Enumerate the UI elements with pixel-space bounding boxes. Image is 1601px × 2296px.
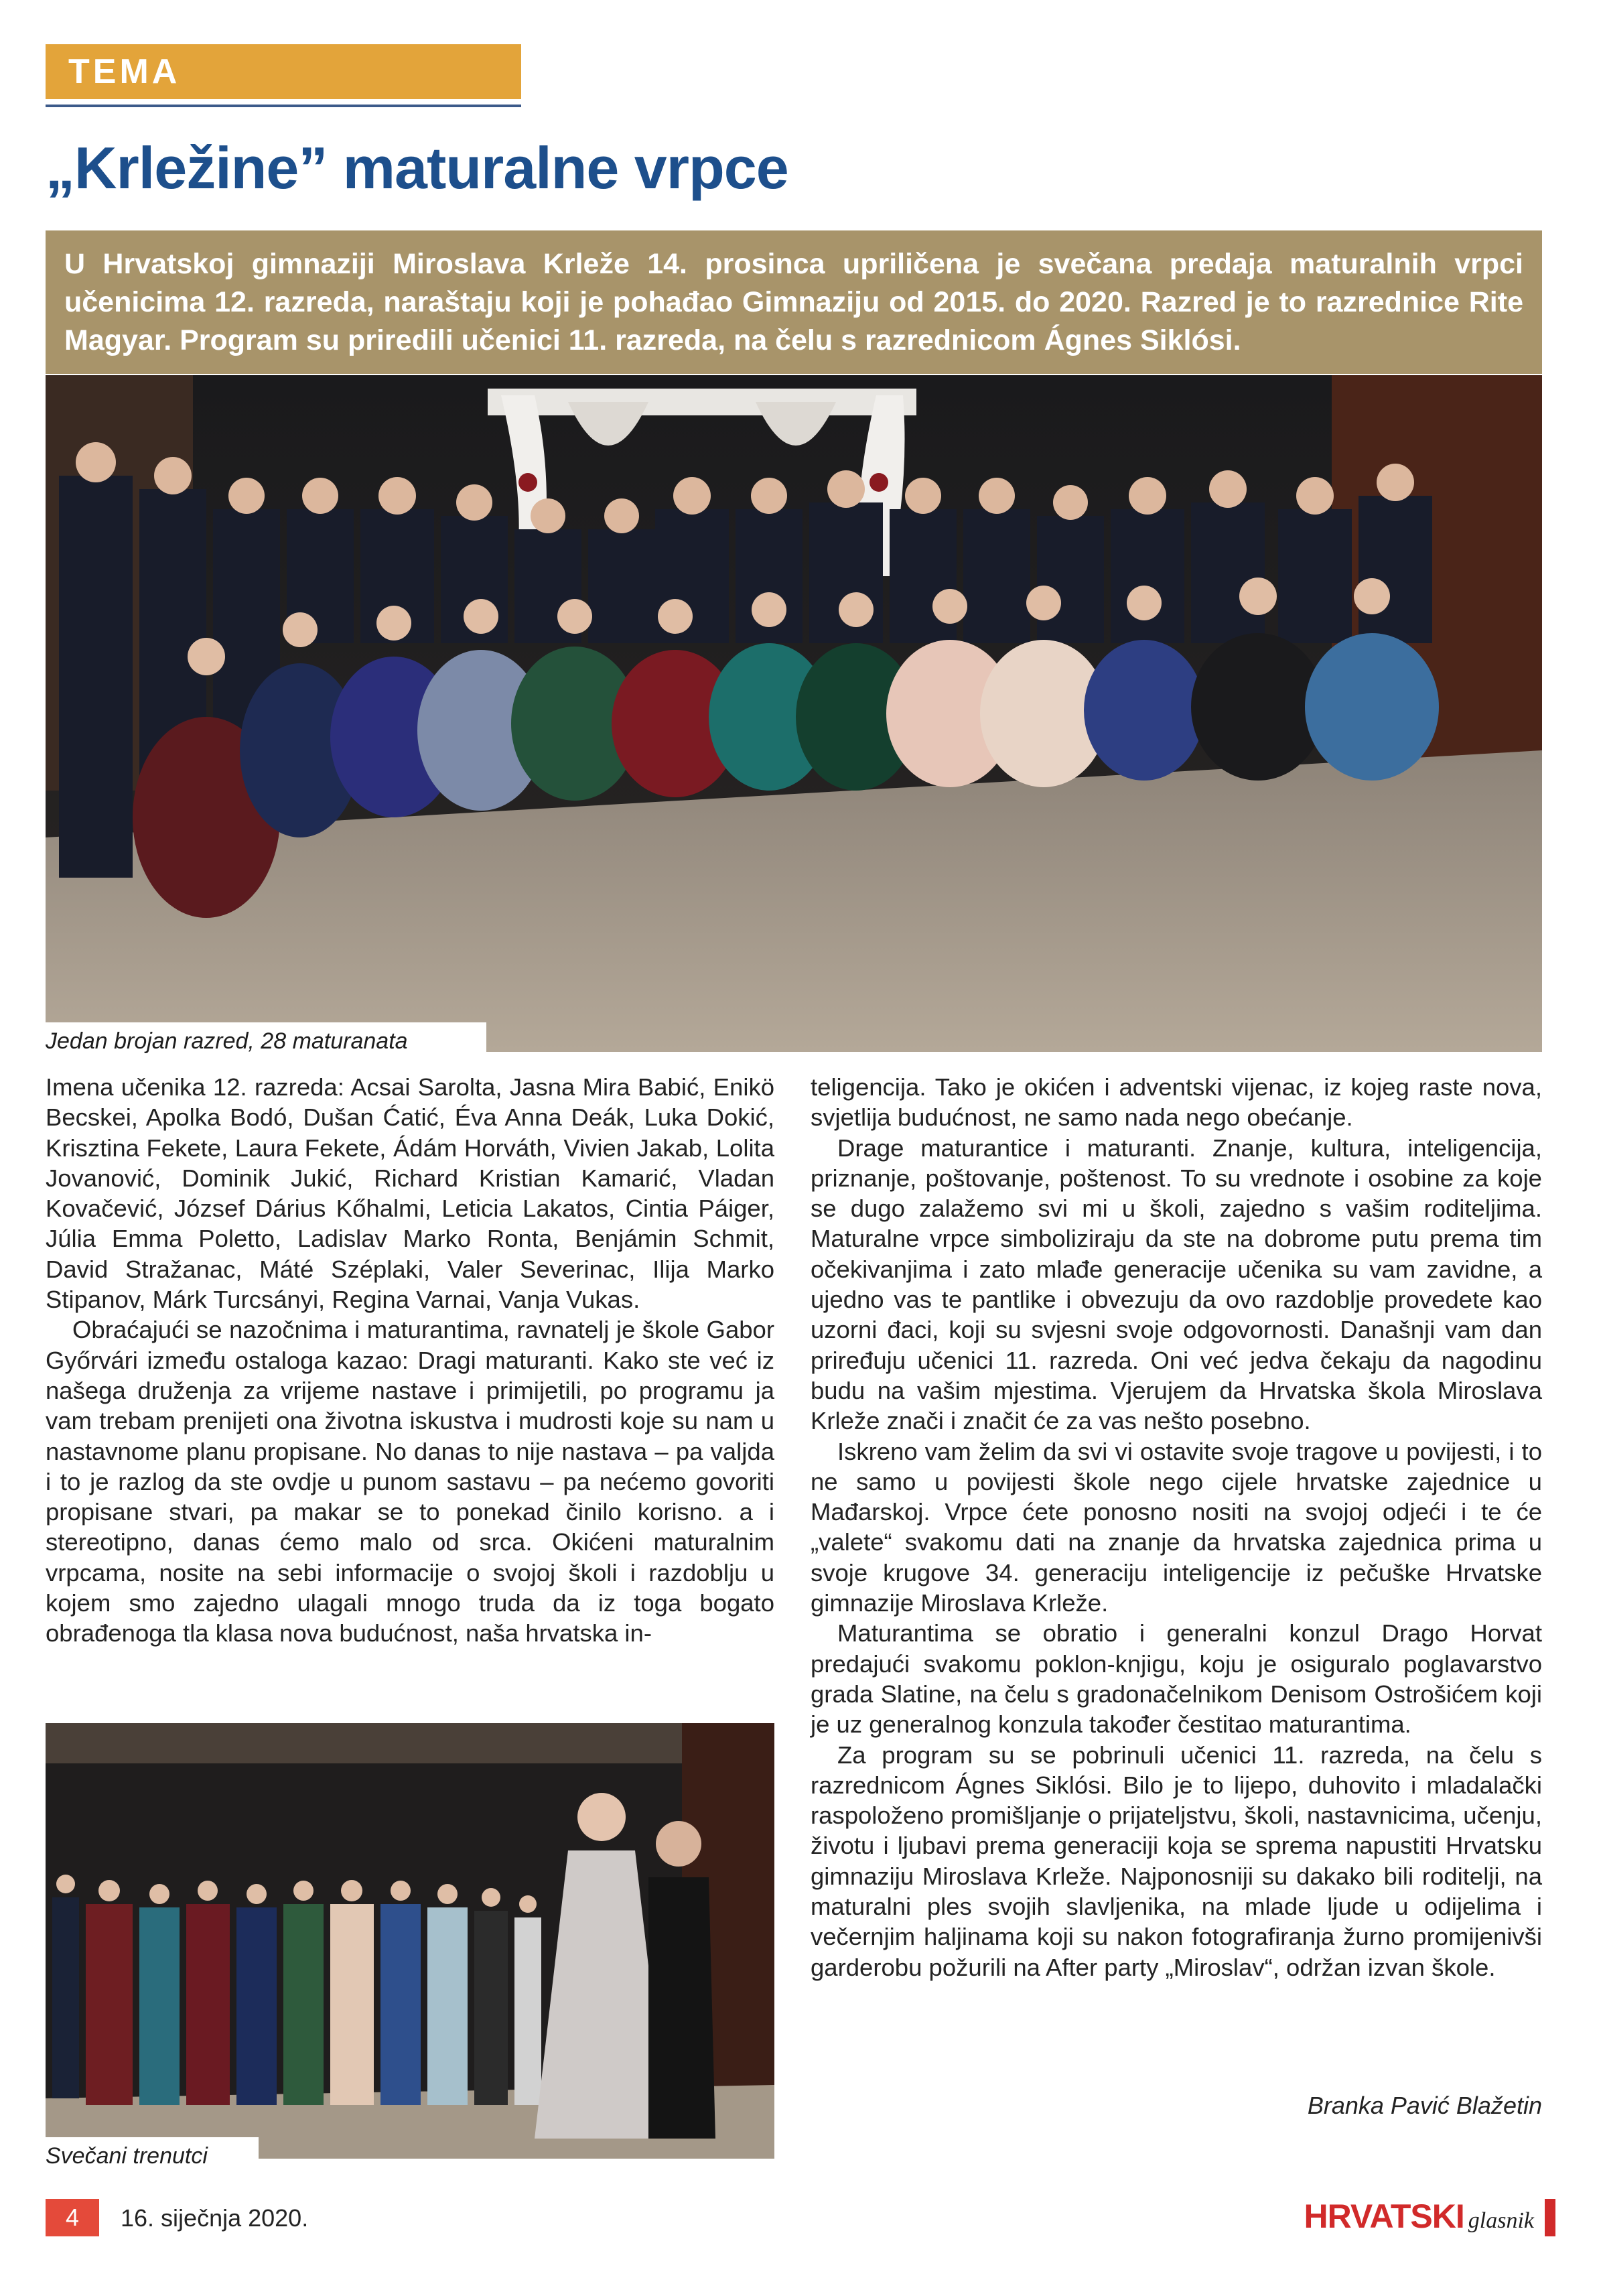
logo-main-text: HRVATSKI: [1304, 2198, 1464, 2235]
section-tag-rule: [46, 105, 521, 107]
paragraph: Drage maturantice i maturanti. Znanje, kultura, inteligencija, priznanje, poštovanje, poštenost. To su vrednote i osobine za koje se dugo zalažemo svi mi u školi, zajedno s vašim roditeljima. Maturalne vrpce simboliziraju da ste na dobrome putu prema tim očekivanjima i zato mlađe generacije učenika su vam zavidne, a ujedno vas te pantlike i obvezuju da ovo razdoblje provedete kao uzorni đaci, koji su svjesni svoje odgovornosti. Današnji vam dan priređuju učenici 11. razreda. Oni već jedva čekaju da nagodinu budu na vašim mjestima. Vjerujem da Hrvatska škola Miroslava Krleže znači i značit će za vas nešto posebno.: [811, 1134, 1542, 1435]
paragraph: Obraćajući se nazočnima i maturantima, ravnatelj je škole Gabor Győrvári između ostaloga kazao: Dragi maturanti. Kako ste već iz našega druženja za vrijeme nastave i primijetili, po programu ja vam trebam prenijeti ona životna iskustva i mudrosti koje su nam u nastavnome planu propisane. No danas to nije nastava – pa valjda i to je razlog da ste ovdje u punom sastavu – pa nećemo govoriti propisane stvari, pa makar se to ponekad činilo korisno. a i stereotipno, danas ćemo malo od srca. Okićeni maturalnim vrpcama, nosite na sebi informacije o svojoj školi i razdoblju u kojem smo zajedno ulagali mnogo truda da iz toga bogato obrađenoga tla klasa nova budućnost, naša hrvatska in-: [46, 1316, 774, 1647]
article-column-1: [46, 1072, 774, 1649]
ceremony-photo-image: [46, 1723, 774, 2159]
paragraph: Iskreno vam želim da svi vi ostavite svoje tragove u povijesti, i to ne samo u povijesti škole nego cijele hrvatske zajednice u Mađarskoj. Vrpce ćete ponosno nositi na svojoj odjeći i te će „valete“ svakomu dati na znanje da hrvatska zajednica prima u svoje krugove 34. generaciju inteligencije iz pečuške Hrvatske gimnazije Miroslava Krleže.: [811, 1437, 1542, 1617]
group-photo-caption: Jedan brojan razred, 28 maturanata: [46, 1022, 486, 1057]
logo-bar: [1545, 2199, 1555, 2236]
headline: „Krležine” maturalne vrpce: [46, 135, 788, 201]
paragraph: Maturantima se obratio i generalni konzul Drago Horvat predajući svakomu poklon-knjigu, koju je osiguralo poglavarstvo grada Slatine, na čelu s gradonačelnikom Denisom Ostrošićem koji je uz generalnog konzula također čestitao maturantima.: [811, 1619, 1542, 1739]
group-photo-image: [46, 375, 1542, 1052]
author-byline: Branka Pavić Blažetin: [1307, 2092, 1542, 2119]
group-photo: [46, 375, 1542, 1052]
paragraph: Za program su se pobrinuli učenici 11. razreda, na čelu s razrednicom Ágnes Siklósi. Bilo je to lijepo, duhovito i mladalački raspoloženo promišljanje o prijateljstvu, školi, nastavnicima, učenju, životu i ljubavi prema generaciji koja se sprema napustiti Hrvatsku gimnaziju Miroslava Krleže. Najponosniji su dakako bili roditelji, na maturalni ples svojih slavljenika, na mlade ljude u odijelima i večernjim haljinama koji su nakon fotografiranja žurno promijenivši garderobu požurili na After party „Miroslav“, održan izvan škole.: [811, 1741, 1542, 1981]
lead-box: [46, 230, 1542, 374]
page-number: 4: [46, 2199, 99, 2236]
section-tag: [46, 44, 521, 99]
section-tag-label: TEMA: [68, 52, 181, 91]
publication-logo: [1304, 2192, 1534, 2240]
ceremony-photo: [46, 1723, 774, 2159]
ceremony-photo-caption: Svečani trenutci: [46, 2137, 259, 2168]
lead-text: U Hrvatskoj gimnaziji Miroslava Krleže 14. prosinca upriličena je svečana predaja maturalnih vrpci učenicima 12. razreda, naraštaju koji je pohađao Gimnaziju od 2015. do 2020. Razred je to razrednice Rite Magyar. Program su priredili učenici 11. razreda, na čelu s razrednicom Ágnes Siklósi.: [64, 248, 1523, 356]
issue-date: 16. siječnja 2020.: [121, 2204, 309, 2232]
logo-sub-text: glasnik: [1468, 2208, 1534, 2233]
article-column-2: [811, 1072, 1542, 1982]
paragraph: teligencija. Tako je okićen i adventski vijenac, iz kojeg raste nova, svjetlija budućnost, ne samo nada nego obećanje.: [811, 1073, 1542, 1132]
paragraph: Imena učenika 12. razreda: Acsai Sarolta, Jasna Mira Babić, Enikö Becskei, Apolka Bodó, Dušan Ćatić, Éva Anna Deák, Luka Dokić, Krisztina Fekete, Laura Fekete, Ádám Horváth, Vivien Jakab, Lolita Jovanović, Dominik Jukić, Richard Kristian Kamarić, Vladan Kovačević, József Dárius Kőhalmi, Leticia Lakatos, Cintia Páiger, Júlia Emma Poletto, Ladislav Marko Ronta, Benjámin Schmit, David Stražanac, Máté Széplaki, Valer Severinac, Ilija Marko Stipanov, Márk Turcsányi, Regina Varnai, Vanja Vukas.: [46, 1073, 774, 1314]
